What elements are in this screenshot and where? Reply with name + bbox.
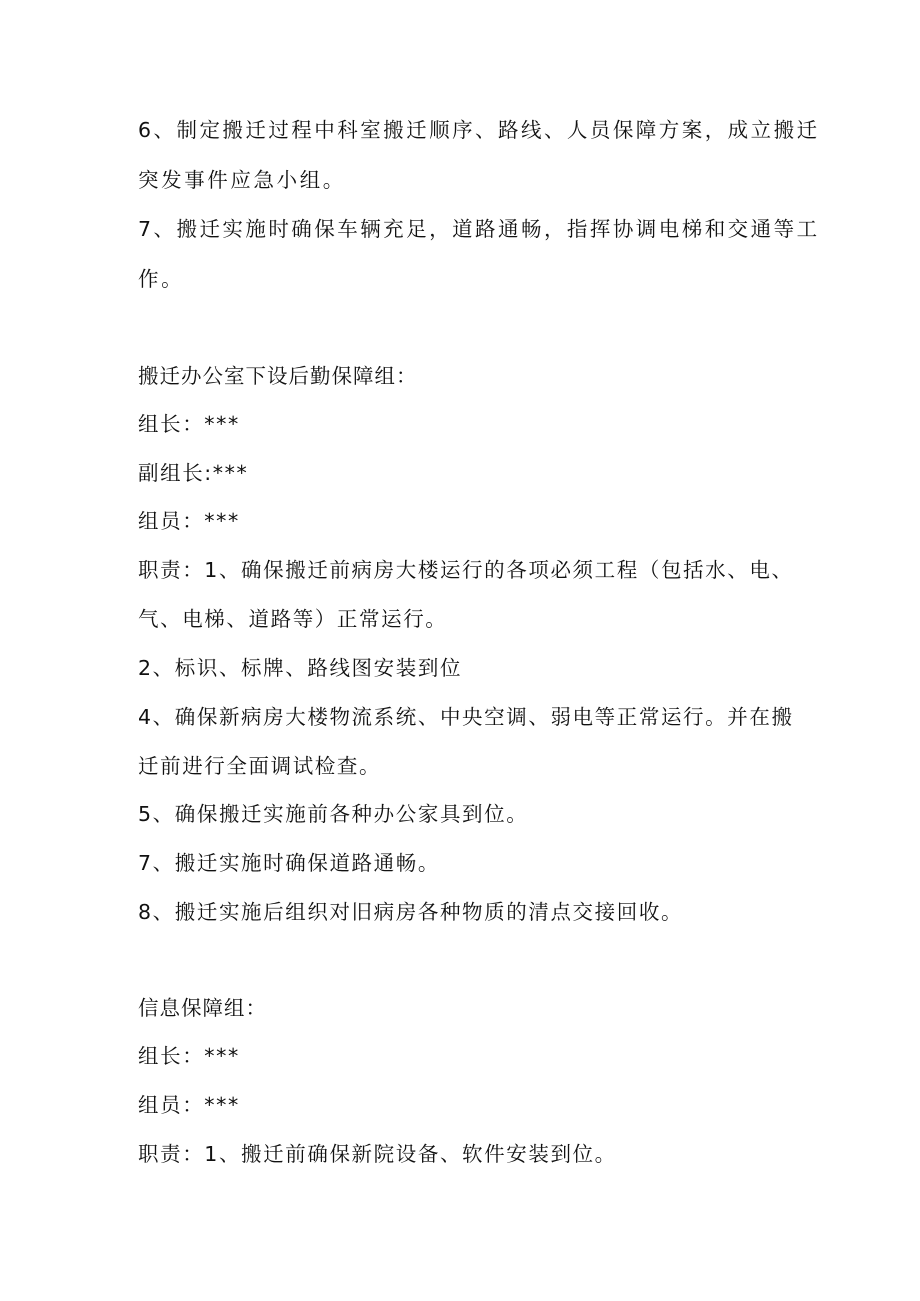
text-line: 7、搬迁实施时确保道路通畅。 <box>138 851 440 875</box>
text-line: 组长：*** <box>138 412 240 436</box>
text-line: 6、制定搬迁过程中科室搬迁顺序、路线、人员保障方案，成立搬迁 <box>138 118 820 142</box>
text-line: 作。 <box>138 267 185 291</box>
text-line: 职责：1、搬迁前确保新院设备、软件安装到位。 <box>138 1142 617 1166</box>
section-heading: 信息保障组： <box>138 996 267 1020</box>
text-line: 迁前进行全面调试检查。 <box>138 754 382 778</box>
text-line: 突发事件应急小组。 <box>138 168 346 192</box>
text-line: 7、搬迁实施时确保车辆充足，道路通畅，指挥协调电梯和交通等工 <box>138 217 820 241</box>
text-line: 4、确保新病房大楼物流系统、中央空调、弱电等正常运行。并在搬 <box>138 705 794 729</box>
text-line: 副组长:*** <box>138 461 249 485</box>
text-line: 职责：1、确保搬迁前病房大楼运行的各项必须工程（包括水、电、 <box>138 558 794 582</box>
text-line: 5、确保搬迁实施前各种办公家具到位。 <box>138 802 529 826</box>
section-heading: 搬迁办公室下设后勤保障组： <box>138 364 418 388</box>
text-line: 组长：*** <box>138 1044 240 1068</box>
text-line: 2、标识、标牌、路线图安装到位 <box>138 656 463 680</box>
text-line: 8、搬迁实施后组织对旧病房各种物质的清点交接回收。 <box>138 900 684 924</box>
text-line: 气、电梯、道路等）正常运行。 <box>138 607 448 631</box>
text-line: 组员：*** <box>138 1093 240 1117</box>
text-line: 组员：*** <box>138 509 240 533</box>
